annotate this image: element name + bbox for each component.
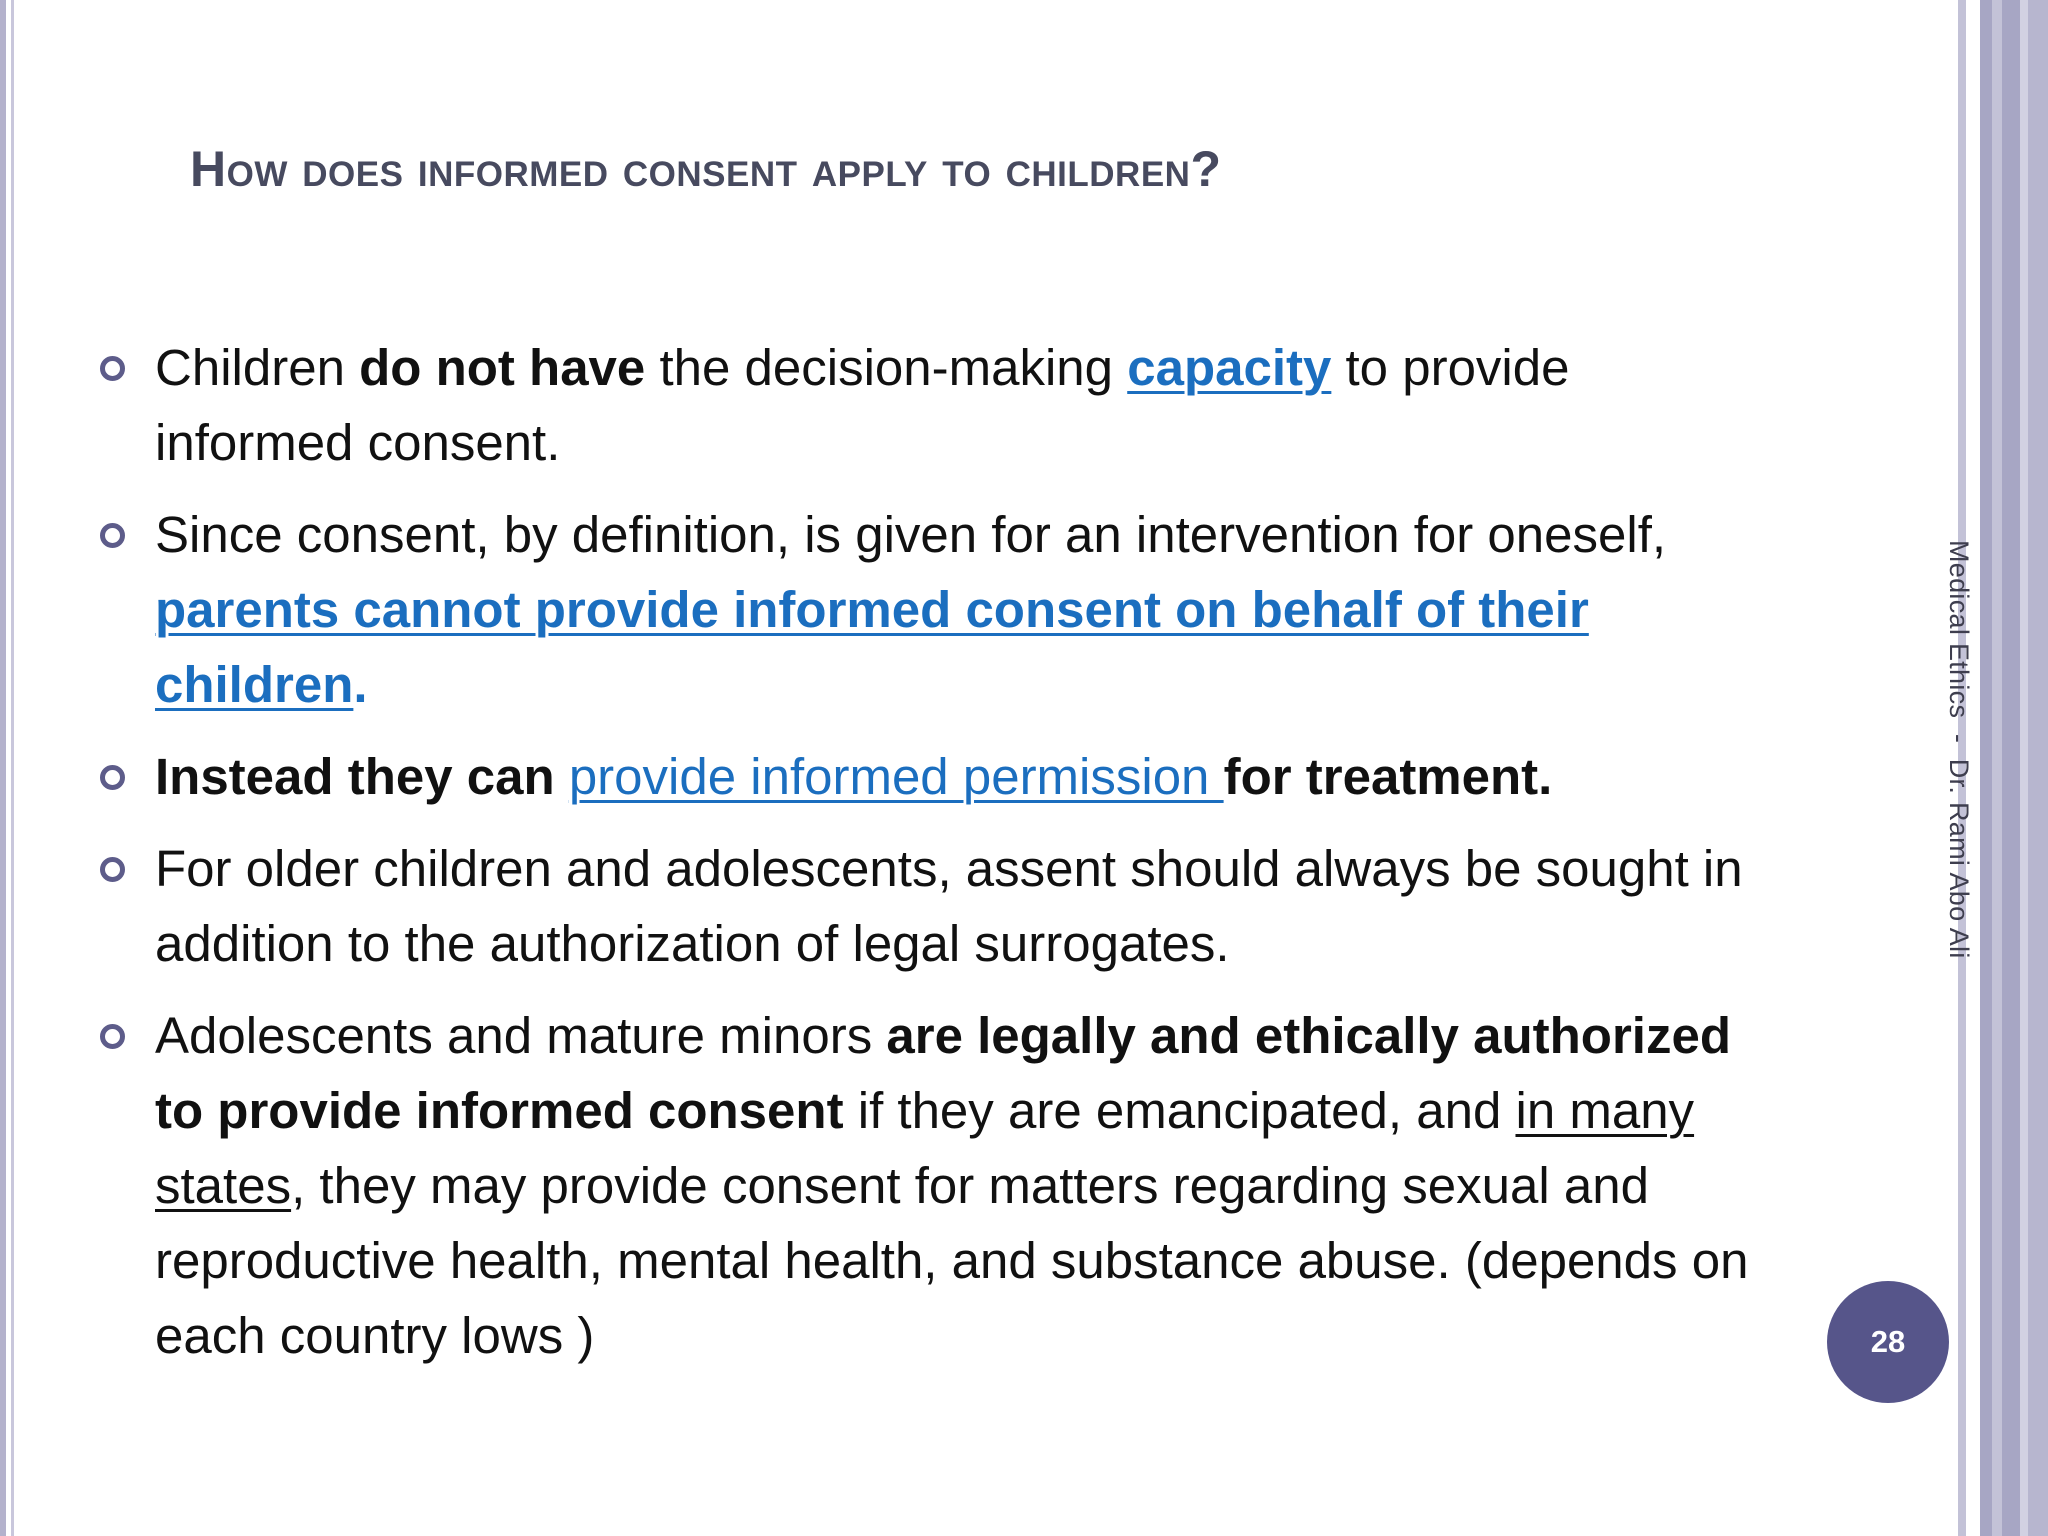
bullet-text: Since consent, by definition, is given for an intervention for oneself, — [155, 506, 1667, 563]
bullet-item — [100, 739, 1760, 814]
footer-vertical-text: Medical Ethics - Dr. Rami Abo Ali — [1944, 540, 1974, 959]
right-stripe — [2028, 0, 2048, 1536]
bullet-item — [100, 497, 1760, 722]
bullet-circle-icon — [100, 1024, 125, 1049]
bullet-circle-icon — [100, 523, 125, 548]
bullet-list — [100, 330, 1760, 1390]
informed-permission-link[interactable]: provide informed permission — [568, 748, 1224, 805]
bullet-underlined-text: in many states — [155, 1082, 1695, 1214]
capacity-link[interactable]: capacity — [1127, 339, 1332, 396]
bullet-item — [100, 330, 1760, 480]
bullet-circle-icon — [100, 765, 125, 790]
bullet-text: Adolescents and mature minors — [155, 1007, 887, 1064]
bullet-text: Children — [155, 339, 360, 396]
left-border-line — [0, 0, 6, 1536]
bullet-bold-text: . — [353, 656, 368, 713]
page-number: 28 — [1870, 1324, 1906, 1359]
bullet-bold-text: for treatment. — [1223, 748, 1553, 805]
right-stripe — [2002, 0, 2020, 1536]
bullet-circle-icon — [100, 857, 125, 882]
right-stripe — [1992, 0, 2002, 1536]
right-stripe — [1980, 0, 1992, 1536]
left-border-line-inner — [11, 0, 14, 1536]
parents-consent-link[interactable]: parents cannot provide informed consent on behalf of their children — [155, 581, 1589, 713]
slide-title: How does informed consent apply to children? — [190, 141, 1222, 197]
bullet-bold-text: are legally and ethically authorized to provide informed consent — [155, 1007, 1731, 1139]
right-stripe — [2020, 0, 2028, 1536]
bullet-text: the decision-making — [645, 339, 1128, 396]
bullet-text: For older children and adolescents, assent should always be sought in addition to the authorization of legal surrogates. — [155, 840, 1743, 972]
bullet-item — [100, 831, 1760, 981]
bullet-circle-icon — [100, 356, 125, 381]
bullet-text: , they may provide consent for matters regarding sexual and reproductive health, mental health, and substance abuse. (depends on each country lows ) — [155, 1157, 1749, 1364]
bullet-bold-text: Instead they can — [155, 748, 569, 805]
bullet-bold-text: do not have — [359, 339, 646, 396]
page-number-badge — [1827, 1281, 1949, 1403]
bullet-text: to provide informed consent. — [155, 339, 1570, 471]
bullet-text: if they are emancipated, and — [843, 1082, 1516, 1139]
bullet-item — [100, 998, 1760, 1373]
